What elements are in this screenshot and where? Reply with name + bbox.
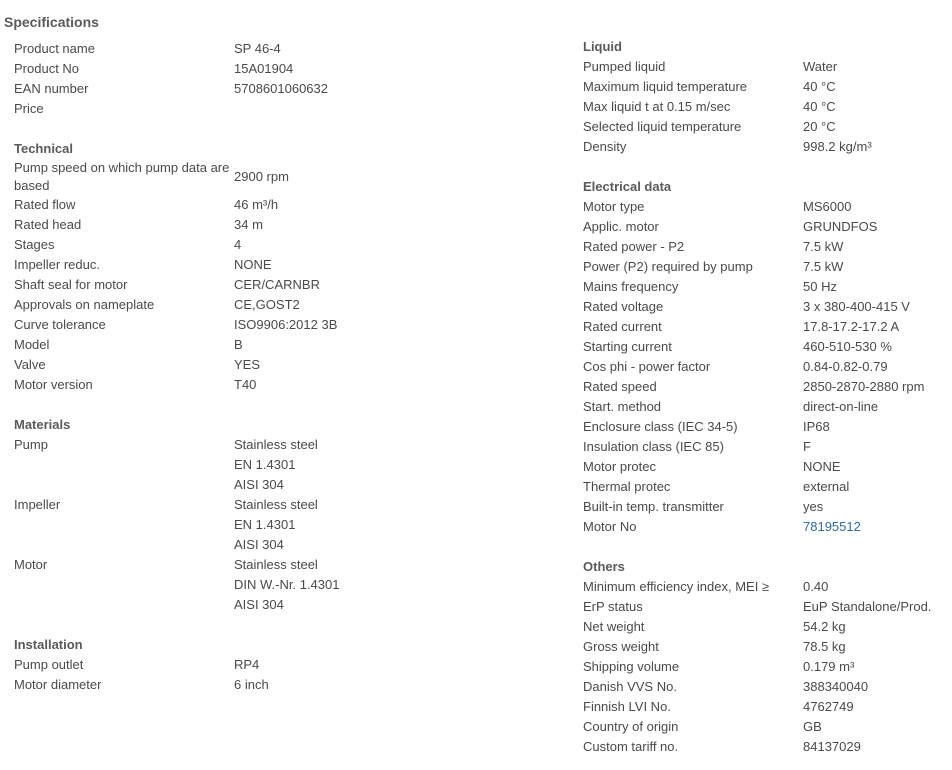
spec-label: Motor No	[583, 519, 637, 534]
spec-row-enclosure-class	[583, 417, 952, 437]
spec-value: CER/CARNBR	[234, 277, 320, 292]
spec-row-max-liquid-t-velocity	[583, 97, 952, 117]
spec-value	[234, 495, 318, 555]
spec-row-motor-type	[583, 197, 952, 217]
spec-row-net-weight	[583, 617, 952, 637]
materials-heading: Materials	[14, 417, 71, 432]
spec-label: Product No	[14, 61, 80, 76]
spec-row-power-required	[583, 257, 952, 277]
spec-label: Applic. motor	[583, 219, 659, 234]
spec-label: Price	[14, 101, 44, 116]
spec-value: 4	[234, 237, 242, 252]
spec-value: B	[234, 337, 243, 352]
spec-value: 388340040	[803, 679, 869, 694]
spec-label: Product name	[14, 41, 95, 56]
spec-value: CE,GOST2	[234, 297, 300, 312]
spec-value: 0.40	[803, 579, 829, 594]
spec-label: Gross weight	[583, 639, 659, 654]
spec-value: 3 x 380-400-415 V	[803, 299, 910, 314]
motor-no-link[interactable]: 78195512	[803, 519, 861, 534]
spec-value: GB	[803, 719, 822, 734]
spec-label: Starting current	[583, 339, 672, 354]
spec-row-model	[14, 335, 574, 355]
spec-row-motor-version	[14, 375, 574, 395]
spec-row-insulation-class	[583, 437, 952, 457]
spec-value: 0.179 m³	[803, 659, 855, 674]
spec-value: 998.2 kg/m³	[803, 139, 872, 154]
technical-group	[14, 139, 574, 395]
spec-row-material-impeller	[14, 495, 574, 555]
spec-row-selected-liquid-temp	[583, 117, 952, 137]
spec-row-max-liquid-temp	[583, 77, 952, 97]
spec-row-density	[583, 137, 952, 157]
spec-label: Pump outlet	[14, 657, 84, 672]
spec-value: external	[803, 479, 850, 494]
spec-row-valve	[14, 355, 574, 375]
spec-row-cos-phi	[583, 357, 952, 377]
spec-value: 5708601060632	[234, 81, 328, 96]
spec-value: 460-510-530 %	[803, 339, 892, 354]
spec-row-custom-tariff	[583, 737, 952, 757]
spec-row-impeller-reduc	[14, 255, 574, 275]
spec-label: Pump speed on which pump data are based	[14, 160, 230, 193]
spec-label: Motor	[14, 557, 48, 572]
spec-value	[234, 435, 318, 495]
spec-row-product-no	[14, 59, 574, 79]
spec-value: T40	[234, 377, 257, 392]
spec-label: Power (P2) required by pump	[583, 259, 753, 274]
page-title: Specifications	[4, 14, 99, 30]
spec-label: Start. method	[583, 399, 662, 414]
spec-row-mains-frequency	[583, 277, 952, 297]
spec-label: EAN number	[14, 81, 89, 96]
spec-row-material-motor	[14, 555, 574, 615]
spec-row-shipping-volume	[583, 657, 952, 677]
material-line: AISI 304	[234, 477, 284, 492]
spec-value: NONE	[234, 257, 272, 272]
spec-label: Motor diameter	[14, 677, 102, 692]
spec-row-rated-power	[583, 237, 952, 257]
electrical-group	[583, 177, 952, 537]
spec-value: YES	[234, 357, 261, 372]
spec-label: Shaft seal for motor	[14, 277, 128, 292]
spec-label: Density	[583, 139, 627, 154]
spec-row-country-of-origin	[583, 717, 952, 737]
spec-label: Shipping volume	[583, 659, 680, 674]
spec-label: Curve tolerance	[14, 317, 106, 332]
spec-value: 17.8-17.2-17.2 A	[803, 319, 900, 334]
spec-label: Pump	[14, 437, 48, 452]
spec-label: Minimum efficiency index, MEI ≥	[583, 579, 770, 594]
right-column	[583, 37, 952, 757]
technical-heading: Technical	[14, 141, 74, 156]
spec-value: Water	[803, 59, 838, 74]
spec-row-danish-vvs	[583, 677, 952, 697]
spec-value: 50 Hz	[803, 279, 837, 294]
spec-value	[234, 555, 339, 615]
material-line: Stainless steel	[234, 497, 318, 512]
material-line: Stainless steel	[234, 557, 318, 572]
spec-value: NONE	[803, 459, 841, 474]
spec-value: 4762749	[803, 699, 854, 714]
left-column	[14, 39, 574, 695]
spec-label: Insulation class (IEC 85)	[583, 439, 724, 454]
material-line: Stainless steel	[234, 437, 318, 452]
spec-row-finnish-lvi	[583, 697, 952, 717]
spec-label: Motor type	[583, 199, 645, 214]
liquid-heading: Liquid	[583, 39, 622, 54]
spec-value: 0.84-0.82-0.79	[803, 359, 888, 374]
spec-value: EuP Standalone/Prod.	[803, 599, 932, 614]
spec-row-pumped-liquid	[583, 57, 952, 77]
spec-value: 78.5 kg	[803, 639, 846, 654]
spec-row-ean-number	[14, 79, 574, 99]
spec-label: Rated head	[14, 217, 82, 232]
spec-value: 46 m³/h	[234, 197, 279, 212]
spec-row-mei	[583, 577, 952, 597]
spec-value: 40 °C	[803, 99, 836, 114]
spec-value: 6 inch	[234, 677, 269, 692]
materials-group	[14, 415, 574, 615]
spec-label: Stages	[14, 237, 55, 252]
spec-value: 84137029	[803, 739, 861, 754]
spec-row-rated-speed	[583, 377, 952, 397]
spec-label: ErP status	[583, 599, 643, 614]
material-line: DIN W.-Nr. 1.4301	[234, 577, 340, 592]
spec-value: 2900 rpm	[234, 169, 289, 184]
spec-value: direct-on-line	[803, 399, 879, 414]
general-group	[14, 39, 574, 119]
spec-label: Rated power - P2	[583, 239, 685, 254]
spec-row-erp-status	[583, 597, 952, 617]
spec-value: F	[803, 439, 811, 454]
spec-label: Valve	[14, 357, 46, 372]
spec-row-rated-current	[583, 317, 952, 337]
spec-row-curve-tolerance	[14, 315, 574, 335]
spec-value: 15A01904	[234, 61, 294, 76]
spec-row-temp-transmitter	[583, 497, 952, 517]
spec-label: Maximum liquid temperature	[583, 79, 748, 94]
material-line: EN 1.4301	[234, 517, 296, 532]
spec-row-product-name	[14, 39, 574, 59]
spec-row-rated-head	[14, 215, 574, 235]
spec-label: Cos phi - power factor	[583, 359, 711, 374]
spec-label: Rated flow	[14, 197, 76, 212]
spec-label: Built-in temp. transmitter	[583, 499, 724, 514]
spec-label: Thermal protec	[583, 479, 671, 494]
material-line: AISI 304	[234, 597, 284, 612]
spec-label: Custom tariff no.	[583, 739, 679, 754]
spec-label: Rated speed	[583, 379, 657, 394]
spec-value: 40 °C	[803, 79, 836, 94]
spec-label: Country of origin	[583, 719, 679, 734]
spec-value: 34 m	[234, 217, 263, 232]
spec-row-approvals	[14, 295, 574, 315]
spec-row-shaft-seal	[14, 275, 574, 295]
spec-row-motor-protec	[583, 457, 952, 477]
spec-row-pump-outlet	[14, 655, 574, 675]
installation-heading: Installation	[14, 637, 83, 652]
material-line: EN 1.4301	[234, 457, 296, 472]
spec-label: Rated voltage	[583, 299, 664, 314]
liquid-group	[583, 37, 952, 157]
spec-row-gross-weight	[583, 637, 952, 657]
spec-row-material-pump	[14, 435, 574, 495]
spec-value: IP68	[803, 419, 830, 434]
spec-value: 20 °C	[803, 119, 836, 134]
spec-value: MS6000	[803, 199, 852, 214]
spec-label: Rated current	[583, 319, 662, 334]
spec-value: GRUNDFOS	[803, 219, 878, 234]
spec-label: Impeller	[14, 497, 61, 512]
spec-value: yes	[803, 499, 824, 514]
spec-row-start-method	[583, 397, 952, 417]
spec-label: Pumped liquid	[583, 59, 666, 74]
spec-label: Mains frequency	[583, 279, 679, 294]
spec-value: 2850-2870-2880 rpm	[803, 379, 925, 394]
spec-label: Selected liquid temperature	[583, 119, 742, 134]
spec-label: Danish VVS No.	[583, 679, 677, 694]
installation-group	[14, 635, 574, 695]
spec-value: 7.5 kW	[803, 259, 844, 274]
electrical-heading: Electrical data	[583, 179, 672, 194]
spec-row-stages	[14, 235, 574, 255]
spec-value: RP4	[234, 657, 260, 672]
spec-value: SP 46-4	[234, 41, 281, 56]
spec-label: Impeller reduc.	[14, 257, 100, 272]
spec-value: 7.5 kW	[803, 239, 844, 254]
spec-row-pump-speed	[14, 159, 454, 195]
spec-label: Net weight	[583, 619, 645, 634]
spec-row-motor-no	[583, 517, 952, 537]
spec-value: ISO9906:2012 3B	[234, 317, 338, 332]
spec-label: Model	[14, 337, 50, 352]
spec-label: Max liquid t at 0.15 m/sec	[583, 99, 731, 114]
spec-label: Motor version	[14, 377, 93, 392]
spec-row-rated-flow	[14, 195, 574, 215]
spec-row-rated-voltage	[583, 297, 952, 317]
spec-row-price	[14, 99, 574, 119]
material-line: AISI 304	[234, 537, 284, 552]
spec-row-motor-diameter	[14, 675, 574, 695]
others-heading: Others	[583, 559, 625, 574]
spec-value: 54.2 kg	[803, 619, 846, 634]
spec-row-applic-motor	[583, 217, 952, 237]
spec-row-thermal-protec	[583, 477, 952, 497]
spec-label: Enclosure class (IEC 34-5)	[583, 419, 738, 434]
spec-label: Approvals on nameplate	[14, 297, 155, 312]
spec-row-starting-current	[583, 337, 952, 357]
others-group	[583, 557, 952, 757]
spec-label: Motor protec	[583, 459, 656, 474]
spec-label: Finnish LVI No.	[583, 699, 671, 714]
